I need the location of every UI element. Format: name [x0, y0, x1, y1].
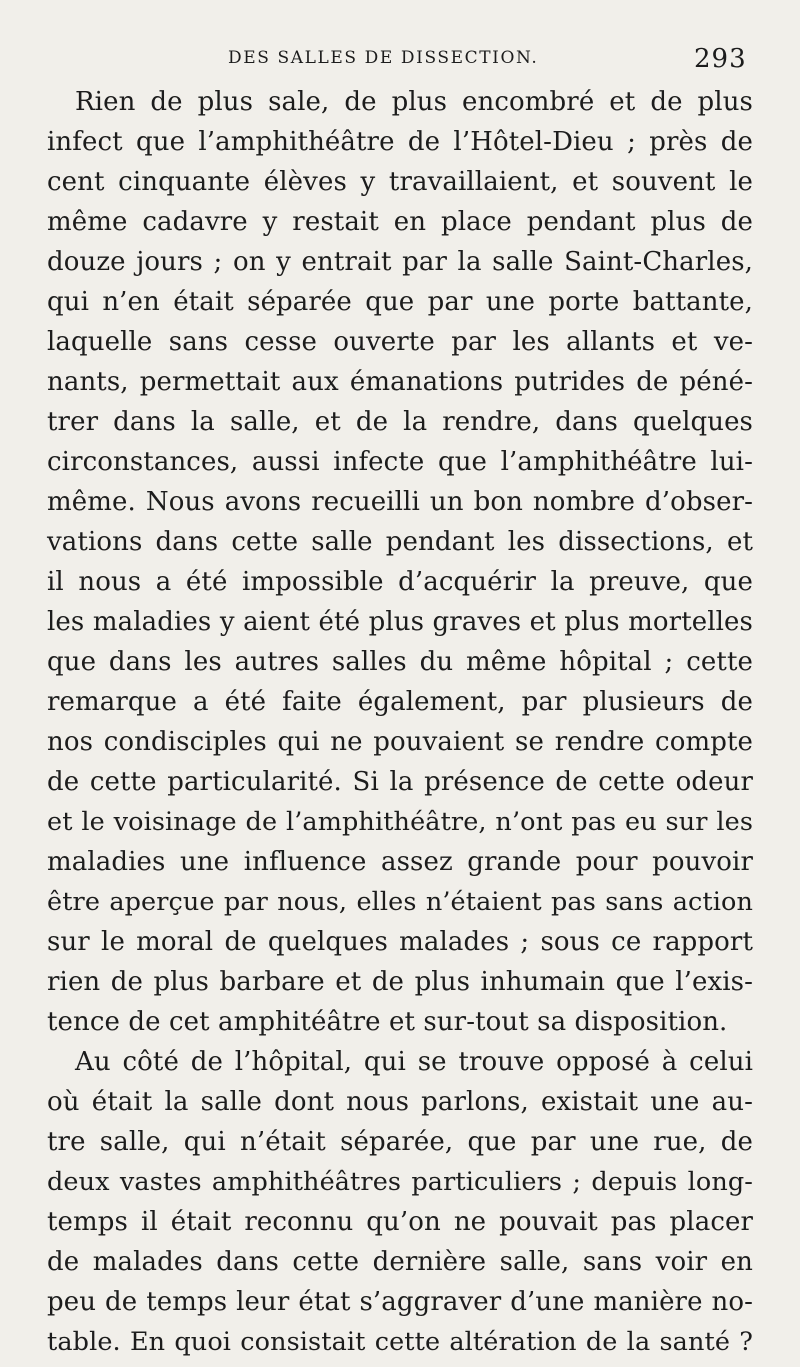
- text-line: infect que l’amphithéâtre de l’Hôtel-Dieu ; près de: [47, 127, 753, 157]
- text-line: que dans les autres salles du même hôpital ; cette: [47, 647, 753, 677]
- text-line: de malades dans cette dernière salle, sans voir en: [47, 1247, 753, 1277]
- text-line: tre salle, qui n’était séparée, que par une rue, de: [47, 1127, 753, 1157]
- text-line: peu de temps leur état s’aggraver d’une manière no-: [47, 1287, 753, 1317]
- text-line: où était la salle dont nous parlons, existait une au-: [47, 1087, 753, 1117]
- text-line: trer dans la salle, et de la rendre, dans quelques: [47, 407, 753, 437]
- text-line: laquelle sans cesse ouverte par les allants et ve-: [47, 327, 753, 357]
- text-line: cent cinquante élèves y travaillaient, et souvent le: [47, 167, 753, 197]
- text-line: les maladies y aient été plus graves et plus mortelles: [47, 607, 753, 637]
- text-line: qui n’en était séparée que par une porte battante,: [47, 287, 753, 317]
- text-line: de cette particularité. Si la présence de cette odeur: [47, 767, 753, 797]
- text-line: nants, permettait aux émanations putrides de péné-: [47, 367, 753, 397]
- text-line: temps il était reconnu qu’on ne pouvait pas placer: [47, 1207, 753, 1237]
- text-line: deux vastes amphithéâtres particuliers ; depuis long-: [47, 1167, 753, 1197]
- text-line: Au côté de l’hôpital, qui se trouve opposé à celui: [75, 1047, 753, 1077]
- page-number: 293: [694, 44, 747, 74]
- text-line: circonstances, aussi infecte que l’amphithéâtre lui-: [47, 447, 753, 477]
- text-line: et le voisinage de l’amphithéâtre, n’ont pas eu sur les: [47, 807, 753, 837]
- text-line: douze jours ; on y entrait par la salle Saint-Charles,: [47, 247, 753, 277]
- text-line: tence de cet amphitéâtre et sur-tout sa disposition.: [47, 1007, 728, 1037]
- text-line: même. Nous avons recueilli un bon nombre d’obser-: [47, 487, 753, 517]
- text-line: il nous a été impossible d’acquérir la preuve, que: [47, 567, 753, 597]
- text-line: être aperçue par nous, elles n’étaient pas sans action: [47, 887, 753, 917]
- text-line: même cadavre y restait en place pendant plus de: [47, 207, 753, 237]
- text-line: table. En quoi consistait cette altération de la santé ?: [47, 1327, 753, 1357]
- running-title: DES SALLES DE DISSECTION.: [228, 48, 539, 68]
- text-line: sur le moral de quelques malades ; sous ce rapport: [47, 927, 753, 957]
- text-line: nos condisciples qui ne pouvaient se rendre compte: [47, 727, 753, 757]
- text-line: vations dans cette salle pendant les dissections, et: [47, 527, 753, 557]
- text-line: maladies une influence assez grande pour pouvoir: [47, 847, 753, 877]
- text-line: remarque a été faite également, par plusieurs de: [47, 687, 753, 717]
- running-head: [0, 44, 800, 74]
- text-line: Rien de plus sale, de plus encombré et de plus: [75, 87, 753, 117]
- text-line: rien de plus barbare et de plus inhumain que l’exis-: [47, 967, 753, 997]
